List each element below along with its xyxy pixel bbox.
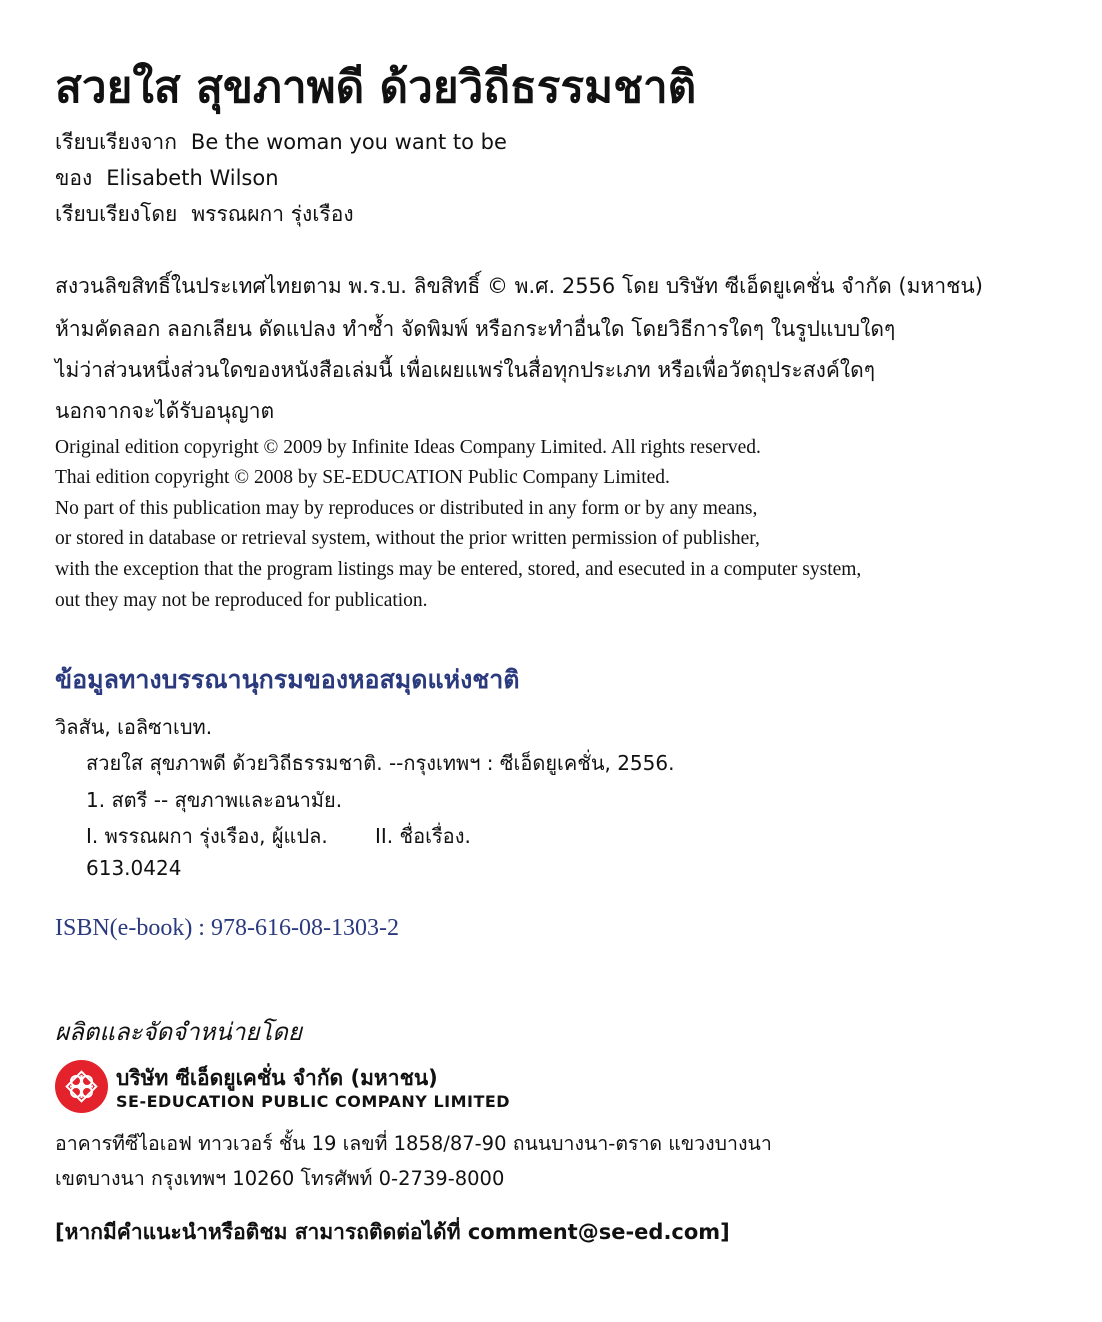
cip-heading: ข้อมูลทางบรรณานุกรมของหอสมุดแห่งชาติ <box>55 665 520 694</box>
cip-added-entry-1: I. พรรณผกา รุ่งเรือง, ผู้แปล. <box>86 824 328 848</box>
english-rights-line: with the exception that the program listings may be entered, stored, and esecuted in a computer system, <box>55 559 862 580</box>
credit-key: ของ <box>55 166 93 190</box>
credit-value: พรรณผกา รุ่งเรือง <box>191 202 354 226</box>
address-line: อาคารทีซีไอเอฟ ทาวเวอร์ ชั้น 19 เลขที่ 1858/87-90 ถนนบางนา-ตราด แขวงบางนา <box>55 1132 772 1155</box>
english-rights-line: out they may not be reproduced for publication. <box>55 590 428 611</box>
english-rights-line: No part of this publication may by reproduces or distributed in any form or by any means, <box>55 498 758 519</box>
cip-added-entry-2: II. ชื่อเรื่อง. <box>375 824 471 848</box>
thai-rights-line: ไม่ว่าส่วนหนึ่งส่วนใดของหนังสือเล่มนี้ เพื่อเผยแพร่ในสื่อทุกประเภท หรือเพื่อวัตถุประสงค์ใดๆ <box>55 358 876 382</box>
credit-author <box>55 162 279 195</box>
se-ed-logo-icon <box>55 1060 108 1113</box>
address-line: เขตบางนา กรุงเทพฯ 10260 โทรศัพท์ 0-2739-8000 <box>55 1167 505 1190</box>
thai-rights-line: ห้ามคัดลอก ลอกเลียน ดัดแปลง ทำซ้ำ จัดพิมพ์ หรือกระทำอื่นใด โดยวิธีการใดๆ ในรูปแบบใดๆ <box>55 317 896 341</box>
credit-key: เรียบเรียงจาก <box>55 130 177 154</box>
credit-source <box>55 126 507 159</box>
cip-class-number: 613.0424 <box>86 856 182 880</box>
english-rights-line: Thai edition copyright © 2008 by SE-EDUCATION Public Company Limited. <box>55 467 670 488</box>
company-name-thai: บริษัท ซีเอ็ดยูเคชั่น จำกัด (มหาชน) <box>116 1066 438 1090</box>
cip-title: สวยใส สุขภาพดี ด้วยวิถีธรรมชาติ. --กรุงเทพฯ : ซีเอ็ดยูเคชั่น, 2556. <box>86 751 675 775</box>
thai-rights-line: นอกจากจะได้รับอนุญาต <box>55 399 275 423</box>
company-name-english: SE-EDUCATION PUBLIC COMPANY LIMITED <box>116 1092 511 1111</box>
feedback-contact: [หากมีคำแนะนำหรือติชม สามารถติดต่อได้ที่ comment@se-ed.com] <box>55 1220 730 1244</box>
book-title: สวยใส สุขภาพดี ด้วยวิถีธรรมชาติ <box>55 62 697 113</box>
cip-author: วิลสัน, เอลิซาเบท. <box>55 715 213 739</box>
thai-rights-line: สงวนลิขสิทธิ์ในประเทศไทยตาม พ.ร.บ. ลิขสิทธิ์ © พ.ศ. 2556 โดย บริษัท ซีเอ็ดยูเคชั่น จำกัด (มหาชน) <box>55 274 983 298</box>
credit-key: เรียบเรียงโดย <box>55 202 178 226</box>
credit-compiler <box>55 198 354 231</box>
english-rights-line: or stored in database or retrieval system, without the prior written permission of publisher, <box>55 528 760 549</box>
credit-value: Elisabeth Wilson <box>106 166 279 190</box>
cip-subject: 1. สตรี -- สุขภาพและอนามัย. <box>86 788 343 812</box>
isbn: ISBN(e-book) : 978-616-08-1303-2 <box>55 915 399 941</box>
credit-value: Be the woman you want to be <box>190 130 507 154</box>
produced-by-label: ผลิตและจัดจำหน่ายโดย <box>55 1018 302 1046</box>
english-rights-line: Original edition copyright © 2009 by Infinite Ideas Company Limited. All rights reserved. <box>55 437 761 458</box>
